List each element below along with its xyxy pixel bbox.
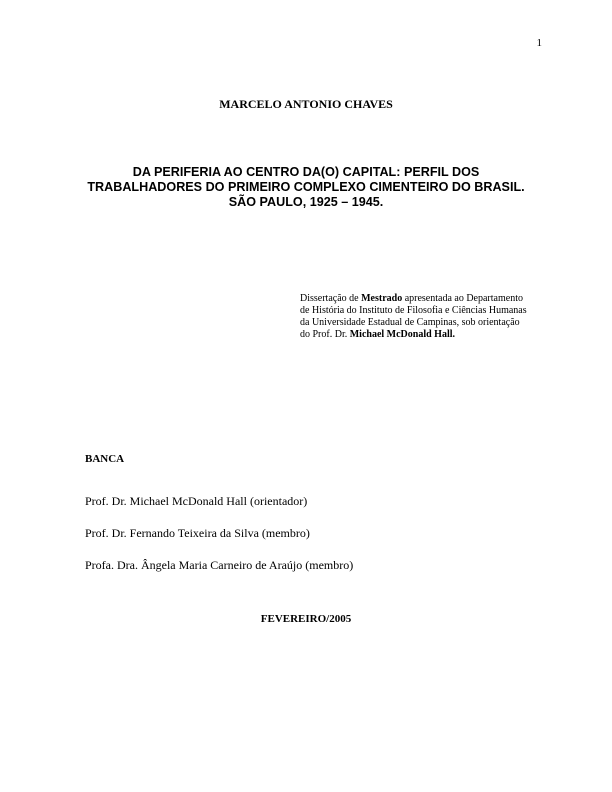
title-line: TRABALHADORES DO PRIMEIRO COMPLEXO CIMENTEIRO DO BRASIL. [87, 180, 525, 194]
description-line: de História do Instituto de Filosofia e Ciências Humanas [300, 305, 527, 316]
description-text: apresentada ao Departamento [402, 293, 523, 304]
dissertation-description [300, 293, 560, 341]
degree-name: Mestrado [361, 293, 403, 304]
description-text: Dissertação de [300, 293, 362, 304]
dissertation-title [0, 165, 612, 210]
committee-member: Profa. Dra. Ângela Maria Carneiro de Araújo (membro) [85, 558, 354, 572]
description-line [300, 329, 560, 341]
committee-heading: BANCA [85, 453, 125, 465]
page-number: 1 [536, 37, 542, 49]
submission-date: FEVEREIRO/2005 [260, 613, 352, 625]
description-text: do Prof. Dr. [300, 329, 350, 340]
committee-member: Prof. Dr. Michael McDonald Hall (orientador) [85, 494, 308, 508]
title-line: DA PERIFERIA AO CENTRO DA(O) CAPITAL: PERFIL DOS [132, 165, 480, 179]
description-line: da Universidade Estadual de Campinas, sob orientação [300, 317, 520, 328]
committee-member: Prof. Dr. Fernando Teixeira da Silva (membro) [85, 526, 310, 540]
author-name: MARCELO ANTONIO CHAVES [219, 97, 393, 111]
advisor-name: Michael McDonald Hall. [349, 329, 456, 340]
title-line: SÃO PAULO, 1925 – 1945. [228, 195, 384, 209]
description-line [300, 293, 560, 305]
committee-members [85, 494, 353, 590]
